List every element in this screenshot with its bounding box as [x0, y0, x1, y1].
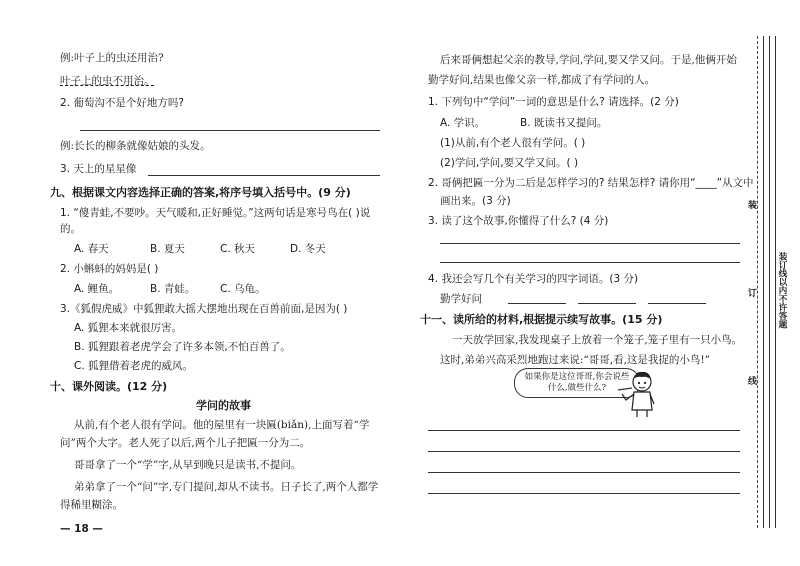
r-q4-example: 勤学好问 [440, 293, 482, 305]
s9-q3-option-c: C. 狐狸借着老虎的威风。 [74, 360, 194, 372]
story-paragraph-4a: 后来哥俩想起父亲的教导,学问,学问,要又学又问。于是,他俩开始 [440, 54, 737, 66]
s9-q3-option-a: A. 狐狸本来就很厉害。 [74, 322, 183, 334]
margin-line-2 [769, 36, 770, 528]
section-11-heading: 十一、读所给的材料,根据提示续写故事。(15 分) [420, 313, 663, 326]
s9-q2-option-c: C. 乌龟。 [220, 283, 266, 295]
boy-illustration [610, 368, 662, 418]
story-paragraph-1b: 问”两个大字。老人死了以后,两个儿子把匾一分为二。 [60, 437, 311, 449]
example-answer-text: 叶子上的虫不用治。 [60, 75, 155, 87]
r-question-2-b: 画出来。(3 分) [440, 195, 511, 207]
story-paragraph-3a: 弟弟拿了一个“问”字,专门提问,却从不读书。日子长了,两个人都学 [74, 481, 379, 493]
story-paragraph-3b: 得稀里糊涂。 [60, 499, 123, 511]
s9-question-1-b: 的。 [60, 223, 81, 235]
answer-blank-r-q4-3[interactable] [648, 303, 706, 304]
example-answer-1 [60, 74, 155, 88]
story-paragraph-2: 哥哥拿了一个“学”字,从早到晚只是读书,不提问。 [74, 459, 302, 471]
r-q1-sentence-2: (2)学问,学问,要又学又问。( ) [440, 157, 579, 169]
s11-paragraph-2: 这时,弟弟兴高采烈地跑过来说:“哥哥,看,这是我捉的小鸟!” [440, 354, 711, 366]
writing-line-4[interactable] [428, 493, 740, 494]
r-question-4: 4. 我还会写几个有关学习的四字词语。(3 分) [428, 273, 639, 285]
answer-blank-r-q4-2[interactable] [578, 303, 636, 304]
answer-blank-r-q4-1[interactable] [508, 303, 566, 304]
binding-dashed-line [757, 36, 758, 528]
answer-line-q3[interactable] [148, 175, 380, 176]
page-number: — 18 — [60, 523, 103, 535]
story-title: 学问的故事 [196, 399, 251, 412]
s9-q3-option-b: B. 狐狸跟着老虎学会了许多本领,不怕百兽了。 [74, 341, 291, 353]
story-paragraph-1a: 从前,有个老人很有学问。他的屋里有一块匾(biǎn),上面写着“学 [74, 419, 370, 431]
s9-q1-option-b: B. 夏天 [150, 243, 185, 255]
s9-q1-option-a: A. 春天 [74, 243, 109, 255]
binding-char-xian: 线 [746, 376, 756, 385]
margin-line-1 [763, 36, 764, 528]
r-question-3: 3. 读了这个故事,你懂得了什么? (4 分) [428, 215, 609, 227]
answer-line-r-q3-2[interactable] [440, 262, 740, 263]
s9-q1-option-c: C. 秋天 [220, 243, 256, 255]
r-q1-sentence-1: (1)从前,有个老人很有学问。( ) [440, 137, 586, 149]
r-question-1: 1. 下列句中“学问”一词的意思是什么? 请选择。(2 分) [428, 96, 679, 108]
question-3: 3. 天上的星星像 [60, 163, 137, 175]
writing-line-3[interactable] [428, 472, 740, 473]
r-q1-option-a: A. 学识。 [440, 117, 486, 129]
s9-q2-option-b: B. 青蛙。 [150, 283, 196, 295]
s9-question-2: 2. 小蝌蚪的妈妈是( ) [60, 263, 159, 275]
binding-notice: 装订线以内不许答题 [776, 248, 788, 333]
binding-char-zhuang: 装 [746, 200, 756, 209]
s9-q1-option-d: D. 冬天 [290, 243, 326, 255]
s11-paragraph-1: 一天放学回家,我发现桌子上放着一个笼子,笼子里有一只小鸟。 [452, 334, 743, 346]
writing-line-2[interactable] [428, 451, 740, 452]
story-paragraph-4b: 勤学好问,结果也像父亲一样,都成了有学问的人。 [428, 74, 656, 86]
section-10-heading: 十、课外阅读。(12 分) [50, 380, 168, 393]
section-9-heading: 九、根据课文内容选择正确的答案,将序号填入括号中。(9 分) [50, 186, 351, 199]
example-sentence-1: 例:叶子上的虫还用治? [60, 52, 164, 64]
binding-char-ding: 订 [746, 288, 756, 297]
answer-line-r-q3-1[interactable] [440, 243, 740, 244]
r-q1-option-b: B. 既读书又提问。 [520, 117, 608, 129]
speech-bubble: 如果你是这位哥哥,你会说些什么,做些什么? [514, 368, 640, 398]
s9-question-1-a: 1. “傻青蛙,不要吵。天气暖和,正好睡觉。”这两句话是寒号鸟在( )说 [60, 207, 371, 219]
s9-question-3: 3.《狐假虎威》中狐狸敢大摇大摆地出现在百兽前面,是因为( ) [60, 303, 348, 315]
answer-line-q2[interactable] [80, 130, 380, 131]
r-question-2-a: 2. 哥俩把匾一分为二后是怎样学习的? 结果怎样? 请你用“____”从文中 [428, 177, 754, 189]
s9-q2-option-a: A. 鲤鱼。 [74, 283, 120, 295]
example-sentence-2: 例:长长的柳条就像姑娘的头发。 [60, 140, 211, 152]
writing-line-1[interactable] [428, 430, 740, 431]
question-2: 2. 葡萄沟不是个好地方吗? [60, 97, 184, 109]
